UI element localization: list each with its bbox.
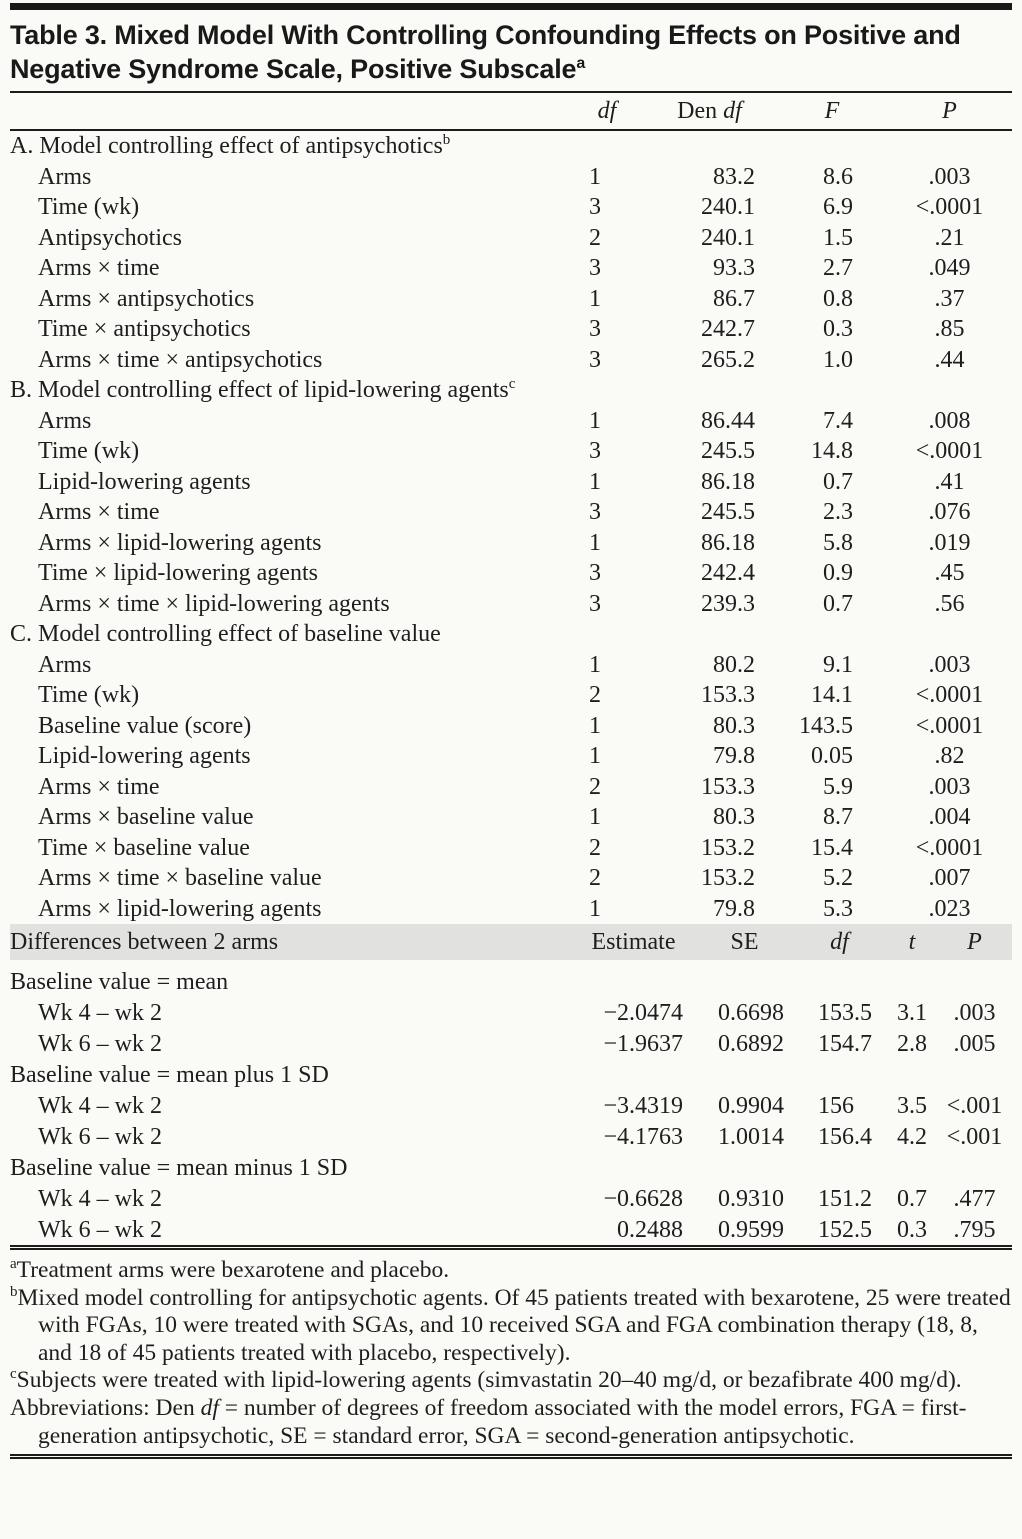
row-label: Wk 4 – wk 2 [38, 1185, 162, 1212]
table-row [10, 1090, 1012, 1121]
header-cell-2 [777, 93, 887, 130]
cell-value: 0.6698 [718, 999, 784, 1026]
italic-text: F [824, 97, 840, 124]
cell-value: 240.1 [701, 224, 755, 251]
cell-value: 2 [589, 773, 601, 800]
row-label: Arms × time [38, 773, 160, 800]
row-label: Arms [38, 651, 92, 678]
band-header-cell-0 [570, 924, 697, 960]
table-row [10, 833, 1012, 864]
cell-value: 0.7 [897, 1185, 927, 1212]
cell-value: 153.5 [818, 999, 872, 1026]
row-label: Time (wk) [38, 438, 140, 465]
section-label: B. Model controlling effect of lipid-lowering agents$^c$ [10, 376, 516, 404]
table-row [10, 558, 1012, 589]
cell-value: 9.1 [823, 651, 853, 678]
text: Estimate [591, 928, 676, 955]
cell-value: 14.8 [811, 438, 853, 465]
cell-value: <.001 [946, 1092, 1003, 1119]
table-row [10, 436, 1012, 467]
group-row [10, 1059, 1012, 1090]
cell-value: 143.5 [799, 712, 853, 739]
row-label: Arms [38, 163, 92, 190]
cell-value: .85 [934, 316, 965, 343]
italic-text: t [908, 928, 916, 955]
text: Subjects were treated with lipid-lowering agents (simvastatin 20–40 mg/d, or bezafibrate 400 mg/d). [16, 1367, 962, 1394]
cell-value: 0.2488 [617, 1216, 683, 1243]
mixed-model-table-header [10, 93, 1012, 130]
row-label: Antipsychotics [38, 224, 182, 251]
band-label: Differences between 2 arms [10, 924, 570, 960]
cell-value: 1 [589, 529, 601, 556]
cell-value: <.0001 [915, 712, 984, 739]
text: Mixed model controlling for antipsychotic agents. Of 45 patients treated with bexarotene, 25 were treated with FGAs, 10 were treated with SGAs, and 10 received SGA and FGA combination therapy (18, 8, and 18 of 45 patients treated with placebo, respectively). [17, 1284, 1011, 1366]
row-label: Arms × antipsychotics [38, 285, 255, 312]
cell-value: 5.2 [823, 865, 853, 892]
cell-value: .049 [928, 255, 971, 282]
cell-value: 2 [589, 682, 601, 709]
cell-value: .82 [934, 743, 965, 770]
row-label: Wk 4 – wk 2 [38, 999, 162, 1026]
cell-value: .076 [928, 499, 971, 526]
cell-value: 3 [589, 316, 601, 343]
table-row [10, 589, 1012, 620]
cell-value: 1.5 [823, 224, 853, 251]
cell-value: 0.3 [897, 1216, 927, 1243]
cell-value: .44 [934, 346, 965, 373]
cell-value: 0.6892 [718, 1030, 784, 1057]
cell-value: 1 [589, 651, 601, 678]
group-row [10, 966, 1012, 997]
text: Abbreviations: Den [10, 1394, 201, 1421]
table-row [10, 863, 1012, 894]
cell-value: 86.18 [701, 529, 755, 556]
table-row [10, 223, 1012, 254]
cell-value: 239.3 [701, 590, 755, 617]
table-row [10, 802, 1012, 833]
cell-value: 5.3 [823, 895, 853, 922]
group-label: Baseline value = mean [10, 968, 229, 995]
differences-table-header [10, 924, 1012, 960]
row-label: Lipid-lowering agents [38, 468, 251, 495]
italic-text: df [200, 1394, 219, 1421]
cell-value: 152.5 [818, 1216, 872, 1243]
footnote-a [10, 1257, 1012, 1285]
row-label: Time (wk) [38, 194, 140, 221]
cell-value: 245.5 [701, 438, 755, 465]
footnote-divider-rule [10, 1245, 1012, 1250]
row-label: Arms × time [38, 255, 160, 282]
cell-value: 7.4 [823, 407, 853, 434]
row-label: Arms × lipid-lowering agents [38, 529, 322, 556]
section-footnote-marker: b [442, 132, 451, 149]
cell-value: <.0001 [915, 834, 984, 861]
differences-table-body [10, 960, 1012, 1245]
table-row [10, 467, 1012, 498]
cell-value: .023 [928, 895, 971, 922]
cell-value: 3 [589, 438, 601, 465]
cell-value: <.001 [946, 1123, 1003, 1150]
table-row [10, 1028, 1012, 1059]
cell-value: .21 [934, 224, 965, 251]
cell-value: 8.7 [823, 804, 853, 831]
cell-value: 1 [589, 163, 601, 190]
table-row [10, 1121, 1012, 1152]
table-title-footnote-marker: a [576, 55, 586, 72]
cell-value: 1.0 [823, 346, 853, 373]
cell-value: 5.9 [823, 773, 853, 800]
table-row [10, 253, 1012, 284]
row-label: Time × antipsychotics [38, 316, 251, 343]
cell-value: .41 [934, 468, 965, 495]
cell-value: 154.7 [818, 1030, 872, 1057]
cell-value: 3 [589, 499, 601, 526]
cell-value: <.0001 [915, 438, 984, 465]
cell-value: 1 [589, 804, 601, 831]
cell-value: .004 [928, 804, 971, 831]
row-label: Time × baseline value [38, 834, 250, 861]
section-row [10, 619, 1012, 650]
cell-value: 0.9904 [718, 1092, 784, 1119]
band-header-row [10, 924, 1012, 960]
header-row [10, 93, 1012, 130]
cell-value: 83.2 [713, 163, 755, 190]
row-label: Arms × baseline value [38, 804, 254, 831]
cell-value: 3 [589, 346, 601, 373]
footnote-c [10, 1367, 1012, 1395]
band-header-cell-2 [792, 924, 887, 960]
cell-value: 79.8 [713, 895, 755, 922]
table-row [10, 894, 1012, 925]
row-label: Arms × lipid-lowering agents [38, 895, 322, 922]
cell-value: .37 [934, 285, 965, 312]
cell-value: 2.8 [897, 1030, 927, 1057]
table-row [10, 406, 1012, 437]
cell-value: .007 [928, 865, 971, 892]
cell-value: −4.1763 [603, 1123, 683, 1150]
italic-text: df [723, 97, 742, 124]
cell-value: 80.3 [713, 712, 755, 739]
section-row [10, 130, 1012, 162]
cell-value: 14.1 [811, 682, 853, 709]
cell-value: 153.3 [701, 773, 755, 800]
row-label: Time × lipid-lowering agents [38, 560, 318, 587]
table-row [10, 314, 1012, 345]
italic-text: P [967, 928, 982, 955]
row-label: Wk 6 – wk 2 [38, 1123, 162, 1150]
section-row [10, 375, 1012, 406]
table-row [10, 1214, 1012, 1245]
top-rule [10, 3, 1012, 10]
cell-value: 2 [589, 834, 601, 861]
cell-value: 3.1 [897, 999, 927, 1026]
cell-value: 1.0014 [718, 1123, 784, 1150]
differences-table [10, 924, 1012, 1245]
cell-value: −0.6628 [603, 1185, 683, 1212]
cell-value: 153.2 [701, 834, 755, 861]
cell-value: .56 [934, 590, 965, 617]
band-header-cell-3 [887, 924, 937, 960]
table-row [10, 162, 1012, 193]
cell-value: 156 [818, 1092, 854, 1119]
row-label: Baseline value (score) [38, 712, 252, 739]
cell-value: 153.3 [701, 682, 755, 709]
cell-value: 1 [589, 712, 601, 739]
cell-value: 2.3 [823, 499, 853, 526]
footnote-marker: a [10, 1256, 17, 1273]
cell-value: 5.8 [823, 529, 853, 556]
cell-value: .003 [928, 163, 971, 190]
cell-value: <.0001 [915, 682, 984, 709]
group-row [10, 1152, 1012, 1183]
cell-value: 3 [589, 194, 601, 221]
cell-value: 0.3 [823, 316, 853, 343]
row-label: Arms × time [38, 499, 160, 526]
italic-text: P [942, 97, 957, 124]
cell-value: 0.05 [811, 743, 853, 770]
table-row [10, 497, 1012, 528]
row-label: Arms [38, 407, 92, 434]
section-label: C. Model controlling effect of baseline value [10, 621, 441, 648]
section-label: A. Model controlling effect of antipsychotics$^b$ [10, 132, 451, 160]
cell-value: .477 [953, 1185, 996, 1212]
cell-value: 3 [589, 560, 601, 587]
table-row [10, 284, 1012, 315]
cell-value: 86.7 [713, 285, 755, 312]
table-row [10, 650, 1012, 681]
mixed-model-table [10, 93, 1012, 924]
cell-value: 2 [589, 865, 601, 892]
cell-value: .45 [934, 560, 965, 587]
section-footnote-marker: c [508, 376, 516, 393]
table-row [10, 997, 1012, 1028]
cell-value: 1 [589, 285, 601, 312]
row-label: Arms × time × lipid-lowering agents [38, 590, 390, 617]
table-row [10, 345, 1012, 376]
cell-value: 79.8 [713, 743, 755, 770]
italic-text: df [830, 928, 849, 955]
row-label: Arms × time × antipsychotics [38, 346, 323, 373]
cell-value: .003 [953, 999, 996, 1026]
text: SE [730, 928, 759, 955]
cell-value: 0.9310 [718, 1185, 784, 1212]
table-title [10, 18, 1012, 86]
cell-value: −2.0474 [603, 999, 683, 1026]
cell-value: 80.3 [713, 804, 755, 831]
table-row [10, 711, 1012, 742]
text: = number of degrees of freedom associated with the model errors, FGA = first-generation antipsychotic, SE = standard error, SGA = second-generation antipsychotic. [38, 1394, 967, 1449]
group-label: Baseline value = mean plus 1 SD [10, 1061, 329, 1088]
cell-value: −3.4319 [603, 1092, 683, 1119]
cell-value: 93.3 [713, 255, 755, 282]
header-cell-3 [887, 93, 1012, 130]
row-label: Wk 6 – wk 2 [38, 1030, 162, 1057]
cell-value: 0.7 [823, 590, 853, 617]
cell-value: 245.5 [701, 499, 755, 526]
cell-value: 1 [589, 468, 601, 495]
bottom-rule [10, 1454, 1012, 1459]
cell-value: 4.2 [897, 1123, 927, 1150]
cell-value: 86.44 [701, 407, 755, 434]
footnote-abbreviations [10, 1395, 1012, 1450]
cell-value: 3 [589, 590, 601, 617]
cell-value: 242.7 [701, 316, 755, 343]
footnotes-block [10, 1257, 1012, 1450]
row-label: Arms × time × baseline value [38, 865, 322, 892]
cell-value: 3.5 [897, 1092, 927, 1119]
table-title-text: Table 3. Mixed Model With Controlling Confounding Effects on Positive and Negative Syndrome Scale, Positive Subscale [10, 20, 961, 84]
band-header-cell-4 [937, 924, 1012, 960]
cell-value: 2.7 [823, 255, 853, 282]
header-cell-empty [10, 93, 572, 130]
text: Den [677, 97, 724, 124]
cell-value: 0.8 [823, 285, 853, 312]
footnote-marker: c [10, 1366, 17, 1383]
cell-value: .003 [928, 773, 971, 800]
cell-value: 6.9 [823, 194, 853, 221]
cell-value: 242.4 [701, 560, 755, 587]
cell-value: 265.2 [701, 346, 755, 373]
row-label: Wk 6 – wk 2 [38, 1216, 162, 1243]
mixed-model-table-body [10, 130, 1012, 924]
cell-value: <.0001 [915, 194, 984, 221]
cell-value: .008 [928, 407, 971, 434]
cell-value: .795 [953, 1216, 996, 1243]
footnote-b [10, 1285, 1012, 1368]
cell-value: 8.6 [823, 163, 853, 190]
text: Treatment arms were bexarotene and placebo. [16, 1257, 450, 1283]
cell-value: 1 [589, 895, 601, 922]
table-row [10, 192, 1012, 223]
cell-value: 2 [589, 224, 601, 251]
table-row [10, 741, 1012, 772]
cell-value: 80.2 [713, 651, 755, 678]
cell-value: 15.4 [811, 834, 853, 861]
table-row [10, 1183, 1012, 1214]
row-label: Lipid-lowering agents [38, 743, 251, 770]
cell-value: 3 [589, 255, 601, 282]
journal-table-page [0, 3, 1022, 1459]
cell-value: 86.18 [701, 468, 755, 495]
cell-value: 0.9599 [718, 1216, 784, 1243]
row-label: Wk 4 – wk 2 [38, 1092, 162, 1119]
band-header-cell-1 [697, 924, 792, 960]
table-row [10, 772, 1012, 803]
cell-value: −1.9637 [603, 1030, 683, 1057]
group-label: Baseline value = mean minus 1 SD [10, 1154, 348, 1181]
cell-value: 0.7 [823, 468, 853, 495]
footnote-marker: b [10, 1283, 18, 1300]
header-cell-0 [572, 93, 642, 130]
cell-value: 151.2 [818, 1185, 872, 1212]
cell-value: 153.2 [701, 865, 755, 892]
cell-value: 0.9 [823, 560, 853, 587]
cell-value: 1 [589, 407, 601, 434]
cell-value: 1 [589, 743, 601, 770]
cell-value: .005 [953, 1030, 996, 1057]
cell-value: .003 [928, 651, 971, 678]
row-label: Time (wk) [38, 682, 140, 709]
header-cell-1 [642, 93, 777, 130]
cell-value: 156.4 [818, 1123, 872, 1150]
italic-text: df [597, 97, 617, 124]
cell-value: 240.1 [701, 194, 755, 221]
cell-value: .019 [928, 529, 971, 556]
table-row [10, 528, 1012, 559]
table-row [10, 680, 1012, 711]
